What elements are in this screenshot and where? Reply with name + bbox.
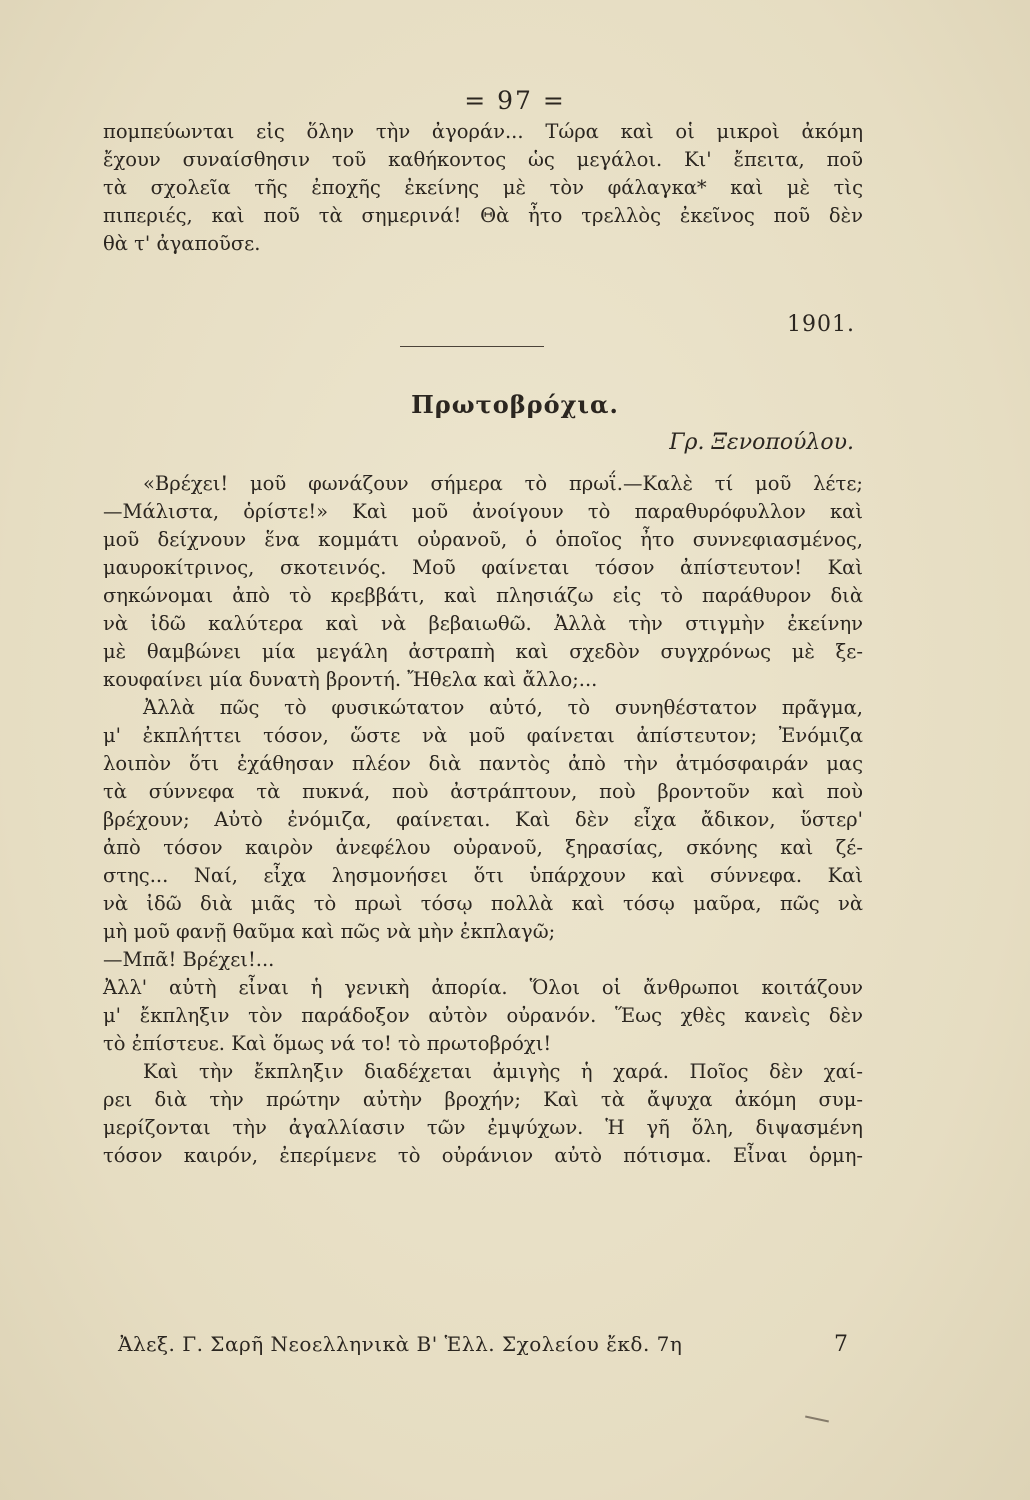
section-title: Πρωτοβρόχια. <box>411 390 619 419</box>
text-line: πιπεριές, καὶ ποῦ τὰ σημερινά! Θὰ ἦτο τρελλὸς ἐκεῖνος ποῦ δὲν <box>103 204 863 227</box>
text-line: ἔχουν συναίσθησιν τοῦ καθήκοντος ὡς μεγάλοι. Κι' ἔπειτα, ποῦ <box>103 148 863 171</box>
text-line: Καὶ τὴν ἔκπληξιν διαδέχεται ἀμιγὴς ἡ χαρά. Ποῖος δὲν χαί- <box>143 1060 863 1083</box>
text-line: θὰ τ' ἀγαποῦσε. <box>103 232 261 255</box>
text-line: τὸ ἐπίστευε. Καὶ ὅμως νά το! τὸ πρωτοβρόχι! <box>103 1032 552 1055</box>
text-line: μαυροκίτρινος, σκοτεινός. Μοῦ φαίνεται τόσον ἀπίστευτον! Καὶ <box>103 556 863 579</box>
date-line: 1901. <box>787 312 855 337</box>
page-footer <box>118 1332 848 1356</box>
page-number: = 97 = <box>464 86 566 115</box>
text-line: μὴ μοῦ φανῇ θαῦμα καὶ πῶς νὰ μὴν ἐκπλαγῶ; <box>103 920 556 943</box>
text-line: μὲ θαμβώνει μία μεγάλη ἀστραπὴ καὶ σχεδὸν συγχρόνως μὲ ξε- <box>103 640 863 663</box>
text-line: —Μπᾶ! Βρέχει!... <box>103 948 275 971</box>
stray-mark <box>805 1416 829 1423</box>
intro-paragraph <box>103 118 863 258</box>
text-line: μ' ἐκπλήττει τόσον, ὥστε νὰ μοῦ φαίνεται ἀπίστευτον; Ἐνόμιζα <box>103 724 863 747</box>
text-line: μερίζονται τὴν ἀγαλλίασιν τῶν ἐμψύχων. Ἡ γῆ ὅλη, διψασμένη <box>103 1116 863 1139</box>
text-line: νὰ ἰδῶ καλύτερα καὶ νὰ βεβαιωθῶ. Ἀλλὰ τὴν στιγμὴν ἐκείνην <box>103 612 863 635</box>
text-line: λοιπὸν ὅτι ἐχάθησαν πλέον διὰ παντὸς ἀπὸ τὴν ἀτμόσφαιράν μας <box>103 752 863 775</box>
text-line: κουφαίνει μία δυνατὴ βροντή. Ἤθελα καὶ ἄλλο;... <box>103 668 598 691</box>
text-line: πομπεύωνται εἰς ὅλην τὴν ἀγοράν... Τώρα καὶ οἱ μικροὶ ἀκόμη <box>103 120 863 143</box>
text-line: βρέχουν; Αὐτὸ ἐνόμιζα, φαίνεται. Καὶ δὲν εἶχα ἄδικον, ὕστερ' <box>103 808 863 831</box>
text-line: Ἀλλ' αὐτὴ εἶναι ἡ γενικὴ ἀπορία. Ὅλοι οἱ ἄνθρωποι κοιτάζουν <box>103 976 863 999</box>
text-line: ρει διὰ τὴν πρώτην αὐτὴν βροχήν; Καὶ τὰ ἄψυχα ἀκόμη συμ- <box>103 1088 863 1111</box>
text-line: «Βρέχει! μοῦ φωνάζουν σήμερα τὸ πρωΐ.—Καλὲ τί μοῦ λέτε; <box>143 472 863 495</box>
text-line: —Μάλιστα, ὁρίστε!» Καὶ μοῦ ἀνοίγουν τὸ παραθυρόφυλλον καὶ <box>103 500 863 523</box>
text-line: τὰ σύννεφα τὰ πυκνά, ποὺ ἀστράπτουν, ποὺ βροντοῦν καὶ ποὺ <box>103 780 863 803</box>
main-text <box>103 470 863 1170</box>
footer-signature: 7 <box>834 1332 848 1357</box>
text-line: νὰ ἰδῶ διὰ μιᾶς τὸ πρωὶ τόσῳ πολλὰ καὶ τόσῳ μαῦρα, πῶς νὰ <box>103 892 863 915</box>
text-line: μ' ἔκπληξιν τὸν παράδοξον αὐτὸν οὐρανόν. Ἕως χθὲς κανεὶς δὲν <box>103 1004 863 1027</box>
footer-text: Ἀλεξ. Γ. Σαρῆ Νεοελληνικὰ Β' Ἑλλ. Σχολείου ἔκδ. 7η <box>118 1332 683 1356</box>
text-line: στης... Ναί, εἶχα λησμονήσει ὅτι ὑπάρχουν καὶ σύννεφα. Καὶ <box>103 864 863 887</box>
text-line: Ἀλλὰ πῶς τὸ φυσικώτατον αὐτό, τὸ συνηθέστατον πρᾶγμα, <box>143 696 863 719</box>
text-line: σηκώνομαι ἀπὸ τὸ κρεββάτι, καὶ πλησιάζω εἰς τὸ παράθυρον διὰ <box>103 584 863 607</box>
text-line: τὰ σχολεῖα τῆς ἐποχῆς ἐκείνης μὲ τὸν φάλαγκα* καὶ μὲ τὶς <box>103 176 863 199</box>
section-divider <box>400 346 544 347</box>
text-line: τόσον καιρόν, ἐπερίμενε τὸ οὐράνιον αὐτὸ πότισμα. Εἶναι ὁρμη- <box>103 1144 863 1167</box>
author-name: Γρ. Ξενοπούλου. <box>669 430 854 455</box>
text-line: μοῦ δείχνουν ἕνα κομμάτι οὐρανοῦ, ὁ ὁποῖος ἦτο συννεφιασμένος, <box>103 528 863 551</box>
text-line: ἀπὸ τόσον καιρὸν ἀνεφέλου οὐρανοῦ, ξηρασίας, σκόνης καὶ ζέ- <box>103 836 863 859</box>
